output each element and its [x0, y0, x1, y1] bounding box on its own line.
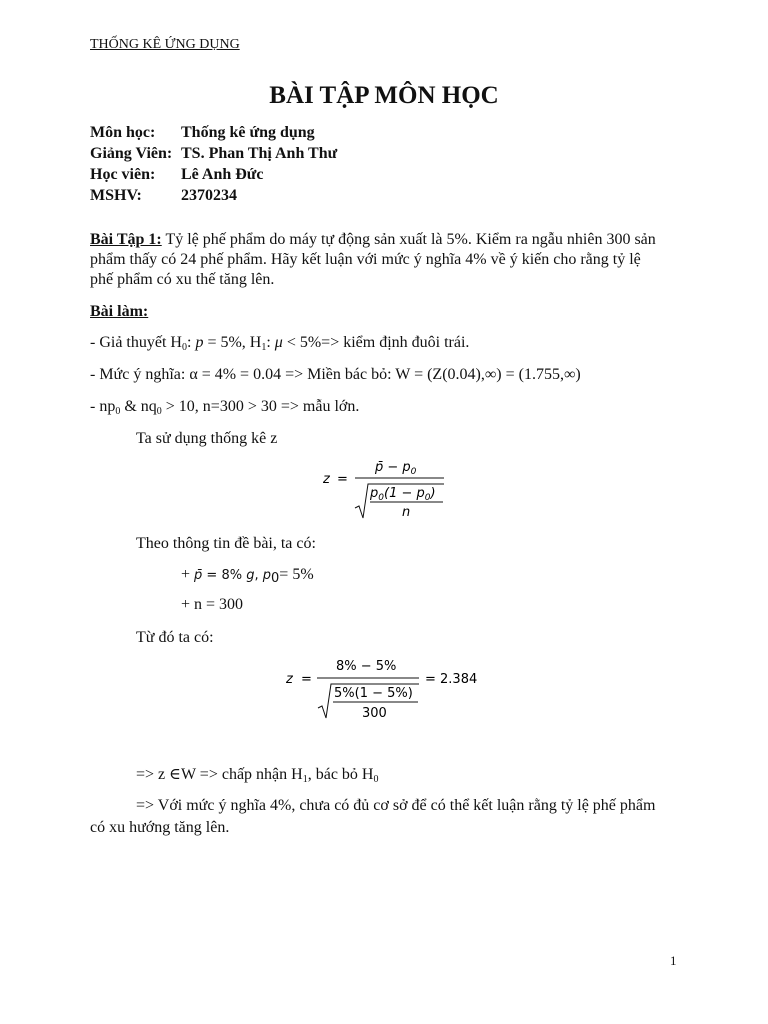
text: - np [90, 398, 116, 415]
subscript: 0 [271, 571, 280, 586]
problem-line-1 [90, 229, 656, 251]
var-g: g [246, 568, 255, 583]
subscript: 0 [115, 406, 121, 417]
formula-denominator: 5%(1 − 5%) [334, 686, 413, 701]
text: : [186, 334, 196, 351]
sample-size-line [90, 396, 359, 418]
var-p0: p [262, 568, 272, 583]
text: = 5%, H [203, 334, 262, 351]
text: & nq [120, 398, 157, 415]
z-computation-formula [280, 653, 490, 725]
hypothesis-line [90, 332, 469, 354]
text: > 10, n=300 > 30 => mẫu lớn. [161, 398, 360, 415]
problem-line-3: phế phẩm có xu thế tăng lên. [90, 271, 275, 288]
info-value: TS. Phan Thị Anh Thư [181, 145, 338, 162]
problem-line-2: phẩm thấy có 24 phế phẩm. Hãy kết luận với mức ý nghĩa 4% về ý kiến cho rằng tỷ lệ [90, 251, 641, 268]
info-label: Giảng Viên: [90, 145, 173, 162]
subscript: 0 [373, 774, 379, 785]
formula-numerator: 8% − 5% [336, 659, 397, 674]
info-value: Lê Anh Đức [181, 166, 264, 183]
formula-n: n [402, 505, 411, 520]
var-mu: μ [274, 334, 283, 351]
formula-result: = 2.384 [425, 672, 478, 687]
given-item-1 [181, 564, 314, 587]
subscript: 0 [156, 406, 162, 417]
subscript: 1 [261, 342, 267, 353]
formula-z: z [286, 672, 293, 687]
text: < 5%=> kiểm định đuôi trái. [282, 334, 470, 351]
running-header: THỐNG KÊ ỨNG DỤNG [90, 37, 240, 52]
document-title: BÀI TẬP MÔN HỌC [269, 82, 499, 109]
text: , bác bỏ H [307, 766, 374, 783]
info-value: Thống kê ứng dụng [181, 124, 315, 141]
formula-equals: = [301, 672, 312, 687]
formula-n: 300 [362, 706, 387, 721]
text: + [181, 566, 195, 583]
formula-z: z [323, 472, 330, 487]
from-line: Từ đó ta có: [136, 629, 214, 646]
solution-label: Bài làm: [90, 303, 149, 320]
info-label: MSHV: [90, 187, 142, 204]
info-label: Học viên: [90, 166, 156, 183]
info-value: 2370234 [181, 187, 237, 204]
formula-equals: = [337, 472, 348, 487]
info-label: Môn học: [90, 124, 156, 141]
var-pbar: p̄ [194, 568, 203, 583]
use-z-line: Ta sử dụng thống kê z [136, 430, 278, 447]
text: = 5% [279, 566, 314, 583]
conclusion-line-2: => Với mức ý nghĩa 4%, chưa có đủ cơ sở để có thể kết luận rằng tỷ lệ phế phẩm [136, 797, 656, 814]
formula-denominator: $p_0(1 - p_0)$ [370, 486, 436, 503]
text: => z ∈W => chấp nhận H [136, 766, 303, 783]
subscript: 1 [302, 774, 308, 785]
conclusion-line-1 [136, 764, 378, 786]
conclusion-line-3: có xu hướng tăng lên. [90, 819, 230, 836]
text: , [254, 568, 263, 583]
given-line: Theo thông tin đề bài, ta có: [136, 535, 316, 552]
given-item-2: + n = 300 [181, 596, 244, 613]
var-p: p [195, 334, 204, 351]
text: = 8% [202, 568, 247, 583]
text: : [266, 334, 275, 351]
subscript: 0 [181, 342, 187, 353]
text: - Giả thuyết H [90, 334, 182, 351]
z-statistic-formula [315, 452, 455, 522]
problem-label: Bài Tập 1: [90, 231, 162, 248]
formula-numerator: p̄ − $p_0$ [375, 460, 417, 477]
problem-text-1: Tỷ lệ phế phẩm do máy tự động sản xuất là 5%. Kiểm ra ngẫu nhiên 300 sản [161, 231, 656, 248]
page-number: 1 [670, 953, 677, 968]
alpha-line: - Mức ý nghĩa: α = 4% = 0.04 => Miền bác bỏ: W = (Z(0.04),∞) = (1.755,∞) [90, 366, 581, 383]
